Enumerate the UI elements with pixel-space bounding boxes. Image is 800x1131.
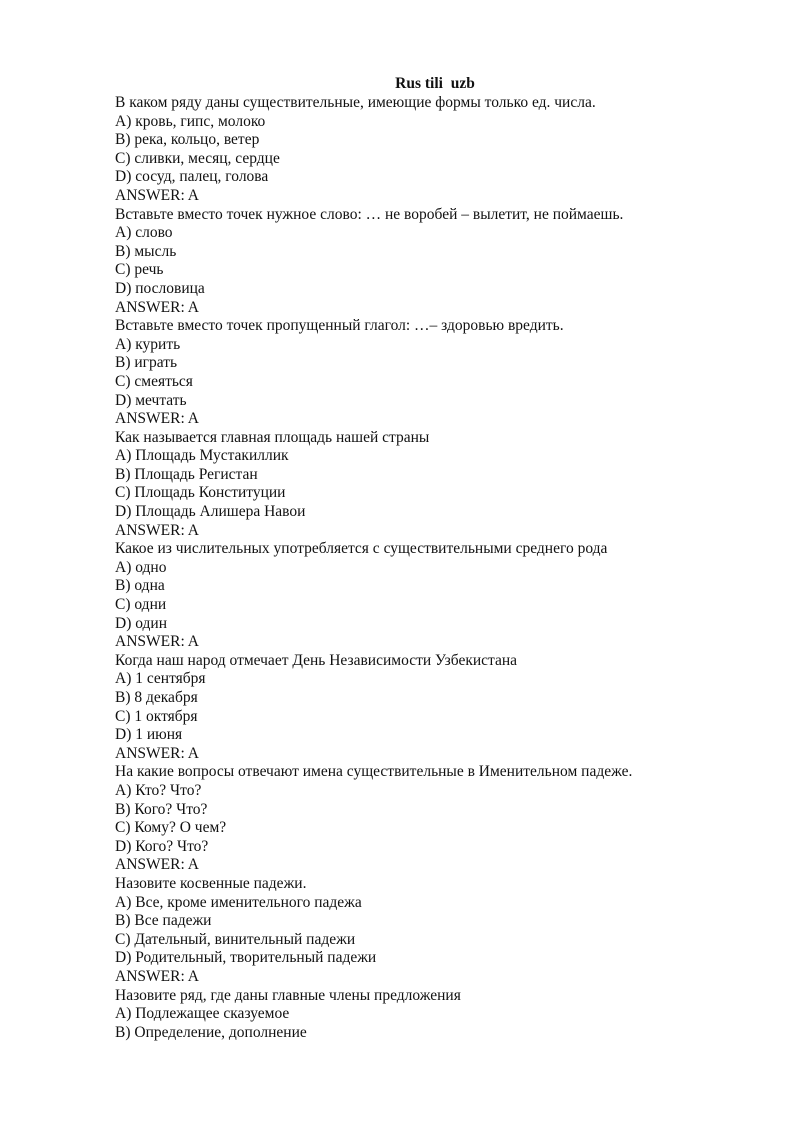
option-a: A) курить [115,335,181,353]
option-c: C) 1 октября [115,707,198,725]
option-c: C) одни [115,596,167,614]
option-b: B) одна [115,577,165,595]
option-c: C) Площадь Конституции [115,484,286,502]
option-d: D) один [115,614,168,632]
answer-line: ANSWER: A [115,633,199,651]
option-b: B) Кого? Что? [115,800,208,818]
option-a: A) Площадь Мустакиллик [115,447,289,465]
question-text: Как называется главная площадь нашей страны [115,428,430,446]
option-b: B) Все падежи [115,912,212,930]
option-d: D) Родительный, творительный падежи [115,949,377,967]
option-c: C) сливки, месяц, сердце [115,149,280,167]
option-a: A) Кто? Что? [115,781,202,799]
page-title: Rus tili uzb [395,75,475,92]
answer-line: ANSWER: A [115,410,199,428]
question-block [115,429,755,541]
option-d: D) мечтать [115,391,187,409]
option-d: D) Кого? Что? [115,837,209,855]
option-a: A) одно [115,558,167,576]
option-a: A) Подлежащее сказуемое [115,1005,290,1023]
option-a: A) слово [115,224,173,242]
question-block [115,94,755,206]
option-b: B) Площадь Регистан [115,465,258,483]
answer-line: ANSWER: A [115,967,199,985]
option-d: D) сосуд, палец, голова [115,168,269,186]
question-block [115,540,755,652]
question-block [115,206,755,318]
option-b: B) мысль [115,242,177,260]
option-d: D) пословица [115,279,205,297]
option-a: A) кровь, гипс, молоко [115,112,266,130]
option-b: B) Определение, дополнение [115,1023,307,1041]
option-d: D) 1 июня [115,726,183,744]
question-block [115,875,755,987]
option-a: A) 1 сентября [115,670,206,688]
question-text: В каком ряду даны существительные, имеющие формы только ед. числа. [115,94,596,111]
question-block [115,652,755,764]
option-c: C) смеяться [115,372,193,390]
answer-line: ANSWER: A [115,186,199,204]
answer-line: ANSWER: A [115,521,199,539]
question-text: На какие вопросы отвечают имена существительные в Именительном падеже. [115,763,633,781]
option-d: D) Площадь Алишера Навои [115,503,306,521]
question-block [115,987,755,1043]
option-a: A) Все, кроме именительного падежа [115,893,362,911]
question-text: Когда наш народ отмечает День Независимости Узбекистана [115,651,518,669]
option-c: C) Кому? О чем? [115,819,227,837]
question-block [115,317,755,429]
question-text: Вставьте вместо точек пропущенный глагол: …– здоровью вредить. [115,317,564,335]
question-block [115,763,755,875]
option-c: C) Дательный, винительный падежи [115,930,356,948]
option-b: B) 8 декабря [115,689,198,706]
answer-line: ANSWER: A [115,298,199,316]
option-b: B) играть [115,354,178,372]
question-text: Вставьте вместо точек нужное слово: … не воробей – вылетит, не поймаешь. [115,205,624,223]
answer-line: ANSWER: A [115,856,199,874]
question-text: Назовите косвенные падежи. [115,874,307,892]
question-text: Какое из числительных употребляется с существительными среднего рода [115,540,608,558]
question-text: Назовите ряд, где даны главные члены предложения [115,986,461,1004]
option-c: C) речь [115,261,164,279]
option-b: B) река, кольцо, ветер [115,131,260,149]
question-list [115,94,755,1042]
answer-line: ANSWER: A [115,744,199,762]
